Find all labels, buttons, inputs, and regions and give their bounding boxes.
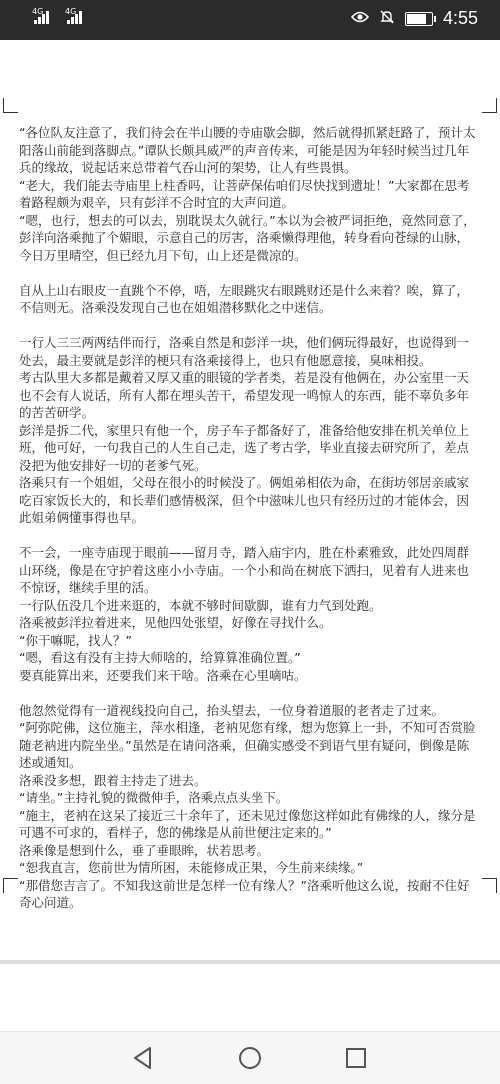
paragraph: 洛乘没多想，跟着主持走了进去。 — [19, 772, 207, 788]
paragraph: 不一会，一座寺庙现于眼前——留月寺，踏入庙宇内，胜在朴素雅致，此处四周群山环绕，像是在守护着这座小小寺庙。一个小和尚在树底下洒扫，见着有人进来也不惊讶，继续手里的活。 — [19, 545, 470, 595]
paragraph: “各位队友注意了，我们待会在半山腰的寺庙歇会脚，然后就得抓紧赶路了，预计太阳落山前能到落脚点。”谭队长颇具威严的声音传来，可能是因为年轻时候当过几年兵的缘故，说起话来总带着气吞山河的架势，让人有些畏惧。 — [19, 125, 476, 175]
paragraph: 一行队伍没几个进来逛的，本就不够时间歇脚，谁有力气到处跑。 — [19, 597, 382, 613]
back-triangle-icon[interactable] — [130, 1045, 156, 1071]
paragraph: 彭洋是拆二代，家里只有他一个，房子车子都备好了，准备给他安排在机关单位上班，他可好，一句我自己的人生自己走，选了考古学，毕业直接去研究所了，差点没把为他安排好一切的老爹气死。 — [19, 422, 470, 473]
crop-mark-bottom-right — [482, 878, 497, 893]
paragraph: “嗯，看这有没有主持大师啥的，给算算准确位置。” — [19, 650, 301, 665]
paragraph-gap — [19, 317, 481, 335]
paragraph: “恕我直言，您前世为情所困，未能修成正果，今生前来续缘。” — [19, 860, 364, 875]
paragraph: “施主，老衲在这呆了接近三十余年了，还未见过像您这样如此有佛缘的人，缘分是可遇不可求的，看样子，您的佛缘是从前世便注定来的。” — [19, 807, 476, 840]
crop-mark-bottom-left — [3, 878, 18, 893]
paragraph: “老大，我们能去寺庙里上柱香吗，让菩萨保佑咱们尽快找到遗址！”大家都在思考着路程颇为艰辛，只有彭洋不合时宜的大声问道。 — [19, 177, 470, 210]
signal-indicators — [32, 7, 82, 24]
paragraph: 洛乘被彭洋拉着进来，见他四处张望，好像在寻找什么。 — [19, 615, 332, 630]
document-page[interactable] — [0, 40, 500, 1003]
paragraph: 他忽然觉得有一道视线投向自己，抬头望去，一位身着道服的老者走了过来。 — [19, 702, 445, 718]
paragraph: 自从上山右眼皮一直跳个不停，唔，左眼跳灾右眼跳财还是什么来着？唉，算了，不信则无。洛乘没发现自己也在姐姐潜移默化之中迷信。 — [19, 282, 470, 315]
paragraph-gap — [19, 527, 481, 545]
paragraph: “那借您吉言了。不知我这前世是怎样一位有缘人？”洛乘听他这么说，按耐不住好奇心问道。 — [19, 877, 470, 910]
recents-square-icon[interactable] — [343, 1045, 369, 1071]
paragraph: 考古队里大多都是戴着又厚又重的眼镜的学者类，若是没有他俩在，办公室里一天也不会有人说话，所有人都在埋头苦干，希望发现一鸣惊人的东西，能不辜负多年的苦苦研学。 — [19, 370, 470, 420]
paragraph: 一行人三三两两结伴而行，洛乘自然是和彭洋一块，他们俩玩得最好，也说得到一处去，最主要就是彭洋的梗只有洛乘接得上，也只有他愿意接，臭味相投。 — [19, 335, 470, 368]
navigation-bar — [0, 1031, 500, 1084]
paragraph-gap — [19, 264, 481, 282]
paragraph: 洛乘像是想到什么，垂了垂眼眸，状若思考。 — [19, 842, 270, 858]
status-right-group — [351, 8, 478, 29]
crop-mark-top-right — [482, 98, 497, 113]
crop-mark-top-left — [3, 98, 18, 113]
signal-strength-icon: 4G — [34, 11, 49, 24]
paragraph: “请坐。”主持礼貌的微微伸手，洛乘点点头坐下。 — [19, 790, 289, 805]
paragraph: 要真能算出来，还要我们来干啥。洛乘在心里嘀咕。 — [19, 667, 307, 683]
paragraph: “嗯，也行，想去的可以去，别耽误太久就行。”本以为会被严词拒绝，竟然同意了，彭洋向洛乘抛了个媚眼，示意自己的厉害，洛乘懒得理他，转身看向苍绿的山脉，今日万里晴空，但已经九月下旬，山上还是微凉的。 — [19, 212, 476, 263]
home-circle-icon[interactable] — [237, 1045, 263, 1071]
document-text — [19, 124, 481, 912]
paragraph: 洛乘只有一个姐姐，父母在很小的时候没了。俩姐弟相依为命，在街坊邻居亲戚家吃百家饭长大的，和长辈们感情极深，但个中滋味儿也只有经历过的才能体会，因此姐弟俩懂事得也早。 — [19, 475, 470, 525]
signal-strength-icon-2: 4G — [67, 11, 82, 24]
status-bar — [0, 0, 500, 40]
page-separator — [0, 960, 500, 964]
paragraph: “你干嘛呢，找人？” — [19, 632, 132, 648]
clock-time: 4:55 — [442, 8, 478, 28]
paragraph: “阿弥陀佛，这位施主，萍水相逢，老衲见您有缘，想为您算上一卦，不知可否赏脸随老衲进内院坐坐。”虽然是在请问洛乘，但确实感受不到语气里有疑问，倒像是陈述或通知。 — [19, 720, 476, 770]
battery-icon — [405, 12, 433, 26]
eye-icon — [351, 9, 369, 28]
paragraph-gap — [19, 684, 481, 702]
mute-icon — [379, 9, 395, 29]
